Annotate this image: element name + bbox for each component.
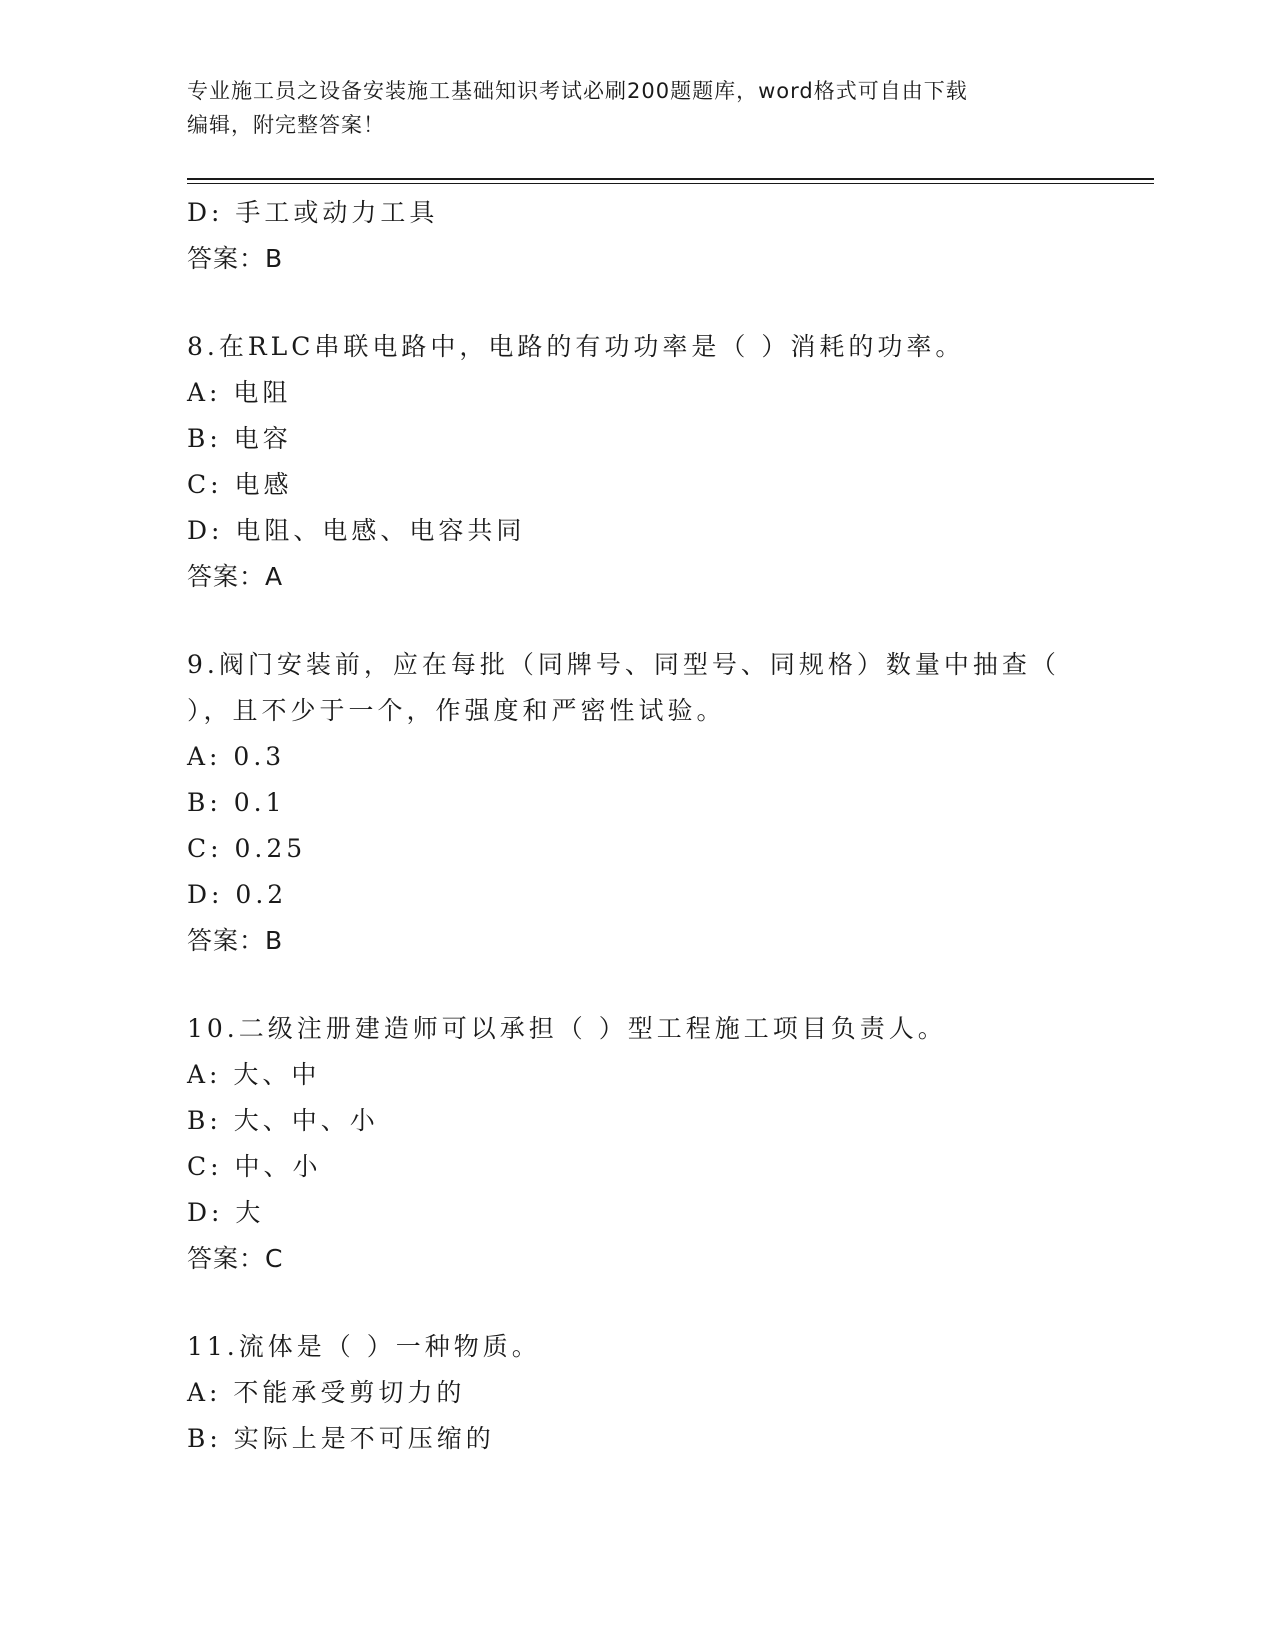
answer-line: 答案：B	[187, 926, 284, 955]
option-a: A: 电阻	[187, 378, 292, 407]
option-d: D: 手工或动力工具	[187, 198, 439, 227]
question-block-9	[187, 642, 1147, 964]
option-a: A: 0.3	[187, 742, 286, 771]
question-text: 11.流体是（ ）一种物质。	[187, 1332, 541, 1361]
question-block-8	[187, 324, 1147, 600]
block-gap	[187, 964, 1147, 1006]
option-a: A: 大、中	[187, 1060, 321, 1089]
option-c: C: 中、小	[187, 1152, 322, 1181]
question-text: 10.二级注册建造师可以承担（ ）型工程施工项目负责人。	[187, 1014, 947, 1043]
document-header	[187, 74, 1087, 142]
header-line-1: 专业施工员之设备安装施工基础知识考试必刷200题题库，word格式可自由下载	[187, 79, 968, 103]
question-text: 9.阀门安装前，应在每批（同牌号、同型号、同规格）数量中抽查（	[187, 650, 1060, 679]
question-list	[187, 190, 1147, 1462]
header-line-2: 编辑，附完整答案！	[187, 113, 385, 137]
header-rule-thick	[187, 178, 1154, 180]
option-d: D: 0.2	[187, 880, 288, 909]
question-block-7	[187, 190, 1147, 282]
option-c: C: 0.25	[187, 834, 307, 863]
answer-line: 答案：C	[187, 1244, 284, 1273]
option-c: C: 电感	[187, 470, 293, 499]
question-block-11	[187, 1324, 1147, 1462]
option-b: B: 电容	[187, 424, 292, 453]
block-gap	[187, 1282, 1147, 1324]
block-gap	[187, 282, 1147, 324]
question-block-10	[187, 1006, 1147, 1282]
option-b: B: 实际上是不可压缩的	[187, 1424, 495, 1453]
option-b: B: 大、中、小	[187, 1106, 379, 1135]
question-text: 8.在RLC串联电路中，电路的有功功率是（ ）消耗的功率。	[187, 332, 965, 361]
answer-line: 答案：A	[187, 562, 284, 591]
block-gap	[187, 600, 1147, 642]
option-d: D: 电阻、电感、电容共同	[187, 516, 526, 545]
option-d: D: 大	[187, 1198, 265, 1227]
header-rule-thin	[187, 183, 1154, 184]
answer-line: 答案：B	[187, 244, 284, 273]
question-text-continued: ），且不少于一个，作强度和严密性试验。	[187, 696, 726, 725]
option-b: B: 0.1	[187, 788, 286, 817]
option-a: A: 不能承受剪切力的	[187, 1378, 466, 1407]
